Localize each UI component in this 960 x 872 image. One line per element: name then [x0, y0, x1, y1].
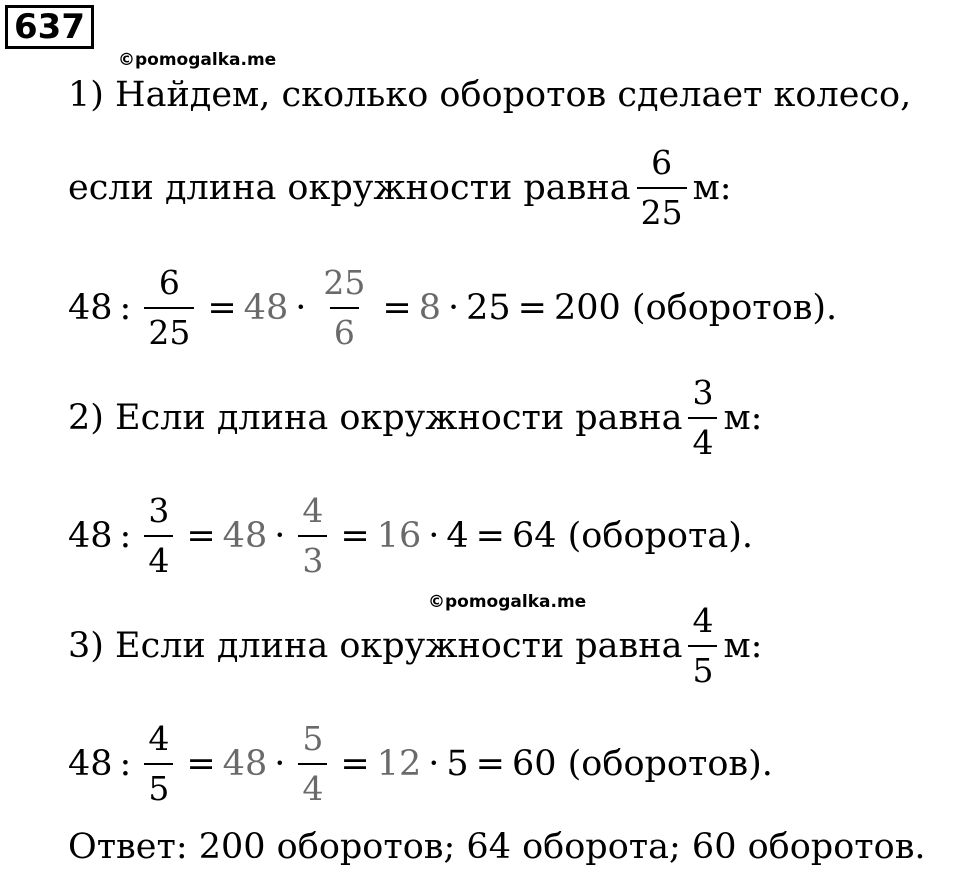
step2-calc-c: 16 — [376, 516, 422, 556]
watermark-mid: ©pomogalka.me — [428, 592, 587, 612]
step3-calc-a: 48 — [68, 744, 113, 784]
step3-calc-d: 5 — [446, 744, 469, 784]
step1-calc-a: 48 — [68, 288, 113, 328]
step3-unit: м: — [723, 626, 763, 666]
step2-calc-d: 4 — [446, 516, 469, 556]
step2-calc-frac1-num: 3 — [148, 491, 170, 530]
step1-unit: м: — [692, 168, 732, 208]
step3-calc-eq3: = — [475, 744, 505, 784]
step1-fraction-den: 25 — [637, 187, 687, 234]
step1-calc-dot2: · — [447, 288, 460, 328]
step1-calc-eq3: = — [517, 288, 547, 328]
step3-calc-eq2: = — [340, 744, 370, 784]
step3-calc — [68, 718, 773, 810]
step1-calc-frac1-num: 6 — [158, 263, 180, 302]
step2-calc-eq2: = — [340, 516, 370, 556]
step1-calc-frac2-num: 25 — [323, 263, 366, 302]
step1-calc-d: 25 — [466, 288, 511, 328]
step3-fraction — [688, 600, 717, 692]
step3-calc-result: 60 (оборотов). — [511, 744, 773, 784]
step3-calc-dot1: · — [274, 744, 286, 784]
step2-calc-frac1-den: 4 — [144, 535, 173, 582]
step1-calc-result: 200 (оборотов). — [553, 288, 838, 328]
answer-line: Ответ: 200 оборотов; 64 оборота; 60 оборотов. — [68, 827, 926, 867]
step2-fraction-num: 3 — [692, 373, 714, 412]
step2-calc-frac2 — [298, 490, 327, 582]
step1-calc — [68, 262, 837, 354]
step2-calc-frac2-num: 4 — [302, 491, 324, 530]
step1-calc-b: 48 — [243, 288, 289, 328]
step3-calc-frac2-den: 4 — [298, 763, 327, 810]
step2-unit: м: — [723, 398, 763, 438]
step2-calc-a: 48 — [68, 516, 113, 556]
step2-calc-dot2: · — [428, 516, 440, 556]
step2-calc-b: 48 — [222, 516, 268, 556]
step1-calc-frac1-den: 25 — [144, 307, 194, 354]
step3-line-text: 3) Если длина окружности равна — [68, 626, 683, 666]
step2-calc-frac2-den: 3 — [298, 535, 327, 582]
step1-line1: 1) Найдем, сколько оборотов сделает колесо, — [68, 75, 912, 115]
step1-calc-div: : — [119, 288, 132, 328]
step3-calc-frac1-den: 5 — [144, 763, 173, 810]
step1-calc-eq1: = — [207, 288, 237, 328]
step2-calc — [68, 490, 753, 582]
step2-calc-div: : — [119, 516, 132, 556]
step2-fraction — [688, 372, 717, 464]
step2-calc-dot1: · — [274, 516, 286, 556]
step3-calc-frac2 — [298, 718, 327, 810]
step3-fraction-den: 5 — [688, 645, 717, 692]
step1-calc-eq2: = — [382, 288, 412, 328]
step3-calc-c: 12 — [376, 744, 422, 784]
step3-calc-frac1 — [144, 718, 173, 810]
step2-calc-frac1 — [144, 490, 173, 582]
step3-fraction-num: 4 — [692, 601, 714, 640]
watermark-top: ©pomogalka.me — [118, 50, 277, 70]
step1-calc-frac2-den: 6 — [330, 307, 359, 354]
step3-calc-b: 48 — [222, 744, 268, 784]
step1-calc-c: 8 — [418, 288, 441, 328]
step1-line2-text: если длина окружности равна — [68, 168, 631, 208]
step2-line — [68, 372, 762, 464]
step3-calc-div: : — [119, 744, 132, 784]
step2-calc-eq1: = — [186, 516, 216, 556]
step3-calc-eq1: = — [186, 744, 216, 784]
step2-calc-eq3: = — [475, 516, 505, 556]
step1-fraction-num: 6 — [651, 143, 673, 182]
step3-calc-frac1-num: 4 — [148, 719, 170, 758]
step1-line2 — [68, 142, 732, 234]
step2-calc-result: 64 (оборота). — [511, 516, 754, 556]
step3-calc-dot2: · — [428, 744, 440, 784]
step1-fraction — [637, 142, 687, 234]
step2-fraction-den: 4 — [688, 417, 717, 464]
step2-line-text: 2) Если длина окружности равна — [68, 398, 683, 438]
problem-number: 637 — [5, 5, 94, 49]
step3-calc-frac2-num: 5 — [302, 719, 324, 758]
step1-calc-dot1: · — [295, 288, 307, 328]
step1-calc-frac1 — [144, 262, 194, 354]
step3-line — [68, 600, 762, 692]
step1-calc-frac2 — [319, 262, 369, 354]
